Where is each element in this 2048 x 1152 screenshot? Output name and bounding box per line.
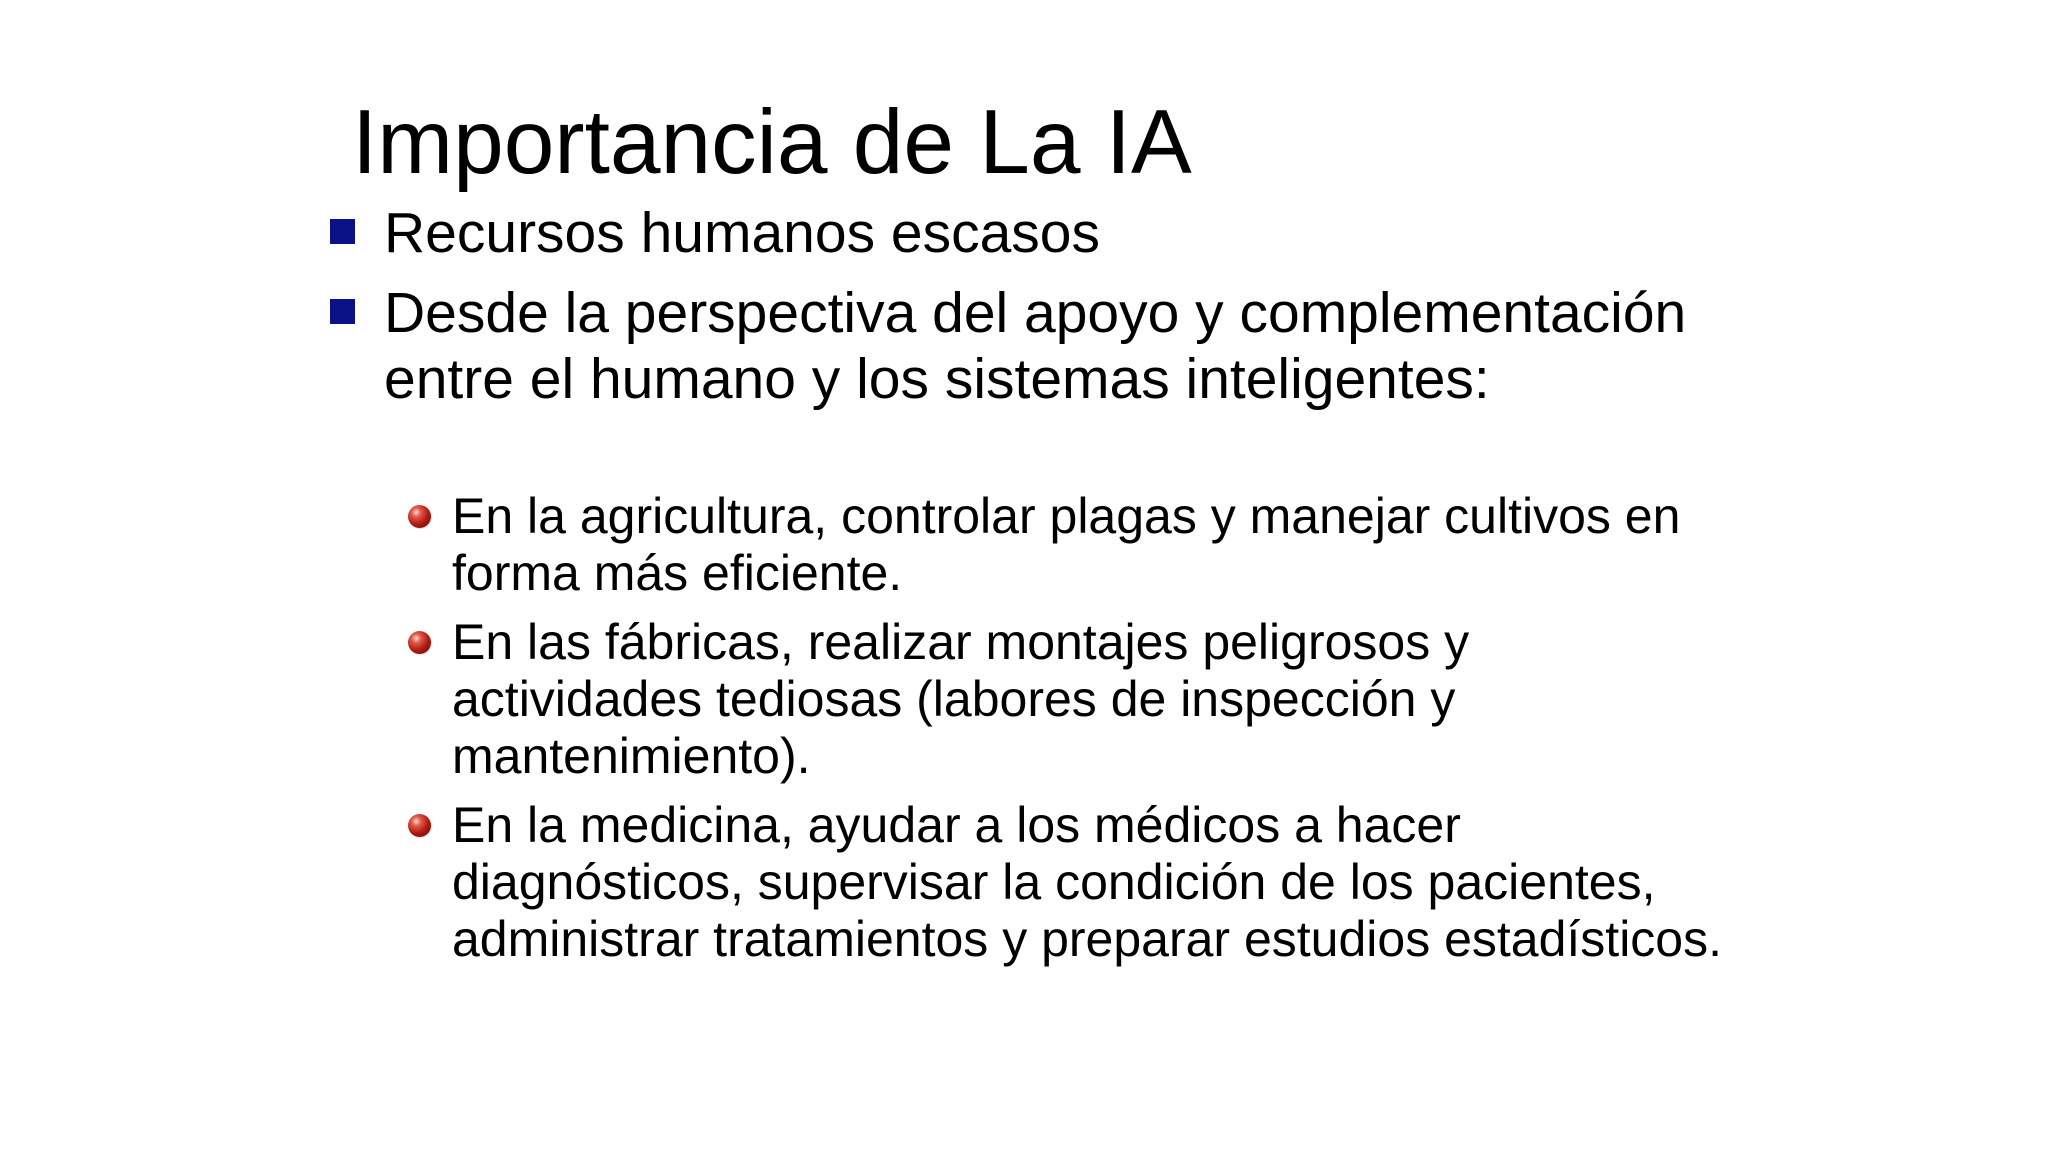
list-item <box>404 797 1752 968</box>
sub-bullet-text: En las fábricas, realizar montajes peligrosos y actividades tediosas (labores de inspección y mantenimiento). <box>452 614 1470 784</box>
list-item <box>404 614 1542 785</box>
sub-bullet-text: En la medicina, ayudar a los médicos a hacer diagnósticos, supervisar la condición de los pacientes, administrar tratamientos y preparar estudios estadísticos. <box>452 797 1722 967</box>
list-item <box>330 280 1764 412</box>
square-bullet-icon <box>330 219 355 244</box>
red-ball-bullet-icon <box>408 505 431 528</box>
bullet-text: Desde la perspectiva del apoyo y complementación entre el humano y los sistemas inteligentes: <box>384 281 1687 411</box>
bullet-list <box>330 200 1810 412</box>
red-ball-bullet-icon <box>408 631 431 654</box>
slide-title: Importancia de La IA <box>352 92 1192 193</box>
sub-bullet-list <box>404 488 1824 968</box>
sub-bullet-text: En la agricultura, controlar plagas y manejar cultivos en forma más eficiente. <box>452 488 1681 601</box>
square-bullet-icon <box>330 299 355 324</box>
red-ball-bullet-icon <box>408 814 431 837</box>
list-item <box>404 488 1772 602</box>
list-item <box>330 200 1810 266</box>
bullet-text: Recursos humanos escasos <box>384 201 1101 265</box>
